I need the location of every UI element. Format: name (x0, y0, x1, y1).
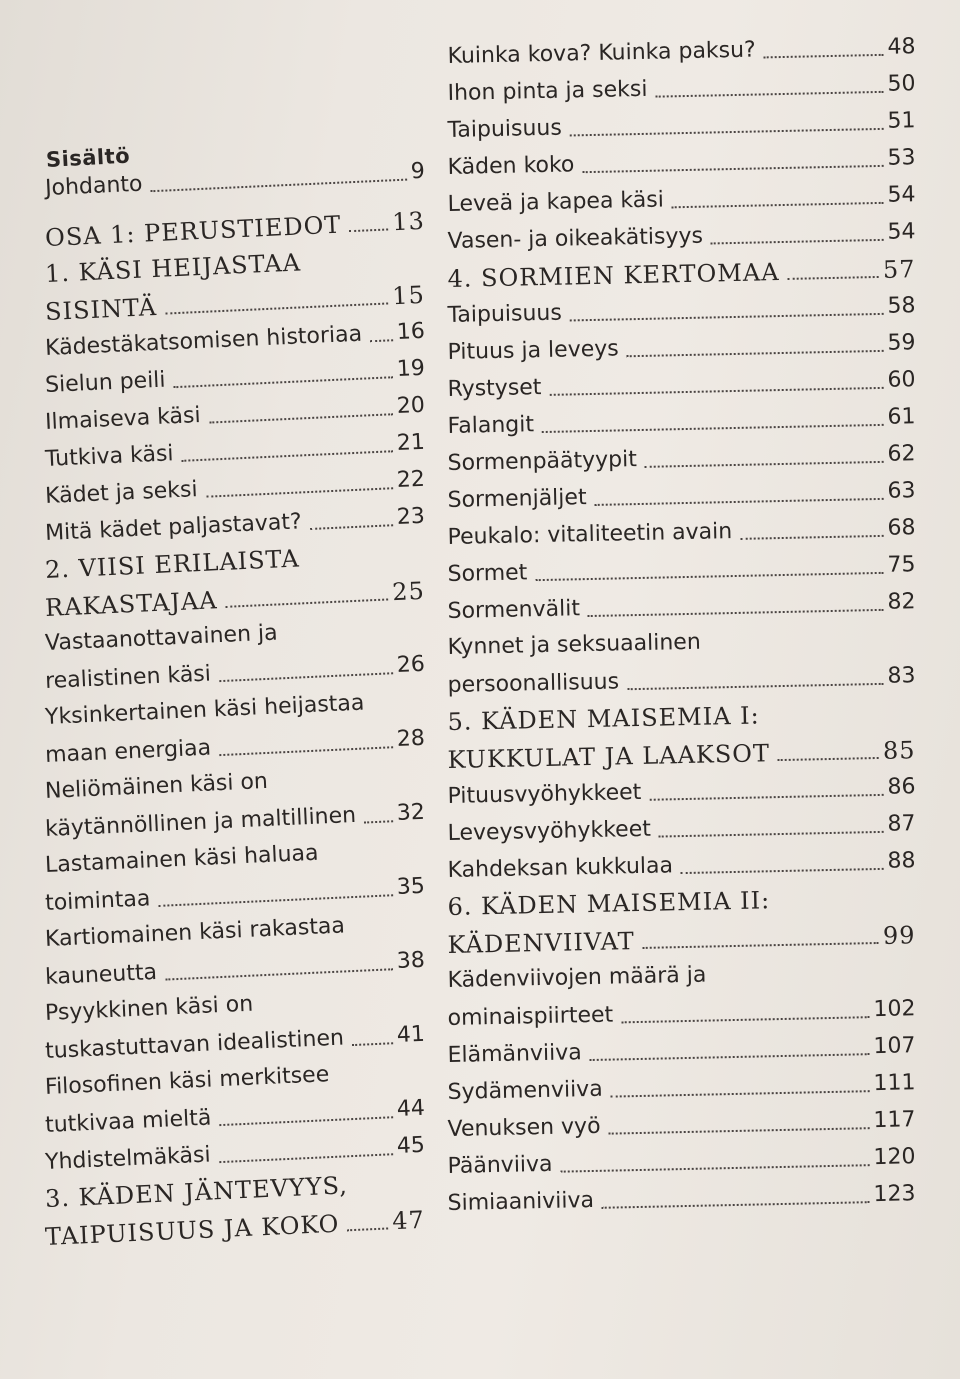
dot-leader (209, 413, 393, 423)
toc-page-number: 15 (391, 280, 426, 311)
dot-leader (681, 868, 884, 874)
toc-entry-title: Falangit (447, 412, 535, 440)
toc-page-number: 86 (887, 774, 916, 800)
toc-entry-title: Leveysvyöhykkeet (447, 816, 652, 847)
toc-page-number: 54 (887, 182, 916, 208)
toc-entry-title: Mitä kädet paljastavat? (44, 509, 303, 547)
toc-entry-title: Yhdistelmäkäsi (44, 1142, 212, 1176)
dot-leader (165, 302, 388, 314)
toc-entry-title: Sormenvälit (447, 596, 581, 625)
dot-leader (219, 1153, 393, 1163)
toc-entry-title: Sielun peili (44, 367, 167, 399)
toc-entry-title: KÄDENVIIVAT (447, 927, 635, 960)
dot-leader (711, 239, 884, 245)
dot-leader (535, 572, 883, 581)
toc-entry-title: KUKKULAT JA LAAKSOT (447, 739, 771, 775)
dot-leader (310, 524, 393, 530)
toc-entry-title: toimintaa (44, 886, 151, 917)
toc-entry-title: ominaispiirteet (447, 1002, 614, 1032)
dot-leader (542, 424, 884, 433)
dot-leader (219, 672, 393, 682)
toc-page-number: 48 (887, 34, 916, 60)
dot-leader (206, 487, 393, 498)
toc-entry-line: Kädenviivojen määrä ja (447, 962, 707, 994)
toc-page-number: 47 (391, 1205, 426, 1236)
toc-page-number: 26 (396, 651, 426, 679)
toc-page-number: 20 (396, 392, 426, 420)
toc-entry-title: Sydämenviiva (447, 1076, 603, 1106)
toc-page-number: 102 (873, 996, 916, 1023)
dot-leader (778, 757, 879, 761)
toc-page-number: 87 (887, 811, 916, 837)
toc-entry-title: Ilmaiseva käsi (44, 402, 202, 436)
toc-entry-title: Kahdeksan kukkulaa (447, 853, 674, 884)
toc-entry-title: Sormenpäätyypit (447, 447, 638, 477)
dot-leader (656, 91, 884, 98)
toc-page-number: 68 (887, 515, 916, 541)
toc-entry-title: Päänviiva (447, 1151, 553, 1180)
toc-page-number: 117 (873, 1107, 916, 1134)
toc-entry-title: Kädet ja seksi (44, 477, 199, 510)
toc-entry-title: kauneutta (44, 959, 158, 991)
dot-leader (588, 609, 884, 617)
dot-leader (350, 228, 389, 232)
dot-leader (602, 1201, 870, 1209)
toc-entry-title: Pituusvyöhykkeet (447, 779, 642, 810)
toc-page-number: 83 (887, 663, 916, 689)
toc-page-number: 54 (887, 219, 916, 245)
toc-entry-title: persoonallisuus (447, 669, 620, 699)
toc-page-number: 61 (887, 404, 916, 430)
dot-leader (627, 683, 883, 690)
toc-entry-title: Taipuisuus (447, 300, 563, 329)
toc-page-number: 63 (887, 478, 916, 504)
toc-page-number: 111 (873, 1070, 916, 1097)
toc-entry-title: TAIPUISUUS JA KOKO (44, 1209, 340, 1252)
toc-entry-title: Simiaaniviiva (447, 1187, 595, 1217)
toc-entry-title: Kuinka kova? Kuinka paksu? (447, 37, 756, 70)
dot-leader (370, 339, 393, 342)
toc-page-number: 60 (887, 367, 916, 393)
toc-page-number: 23 (396, 503, 426, 531)
toc-entry-title: Vasen- ja oikeakätisyys (447, 223, 704, 255)
dot-leader (740, 535, 883, 540)
toc-page-number: 85 (882, 736, 916, 765)
dot-leader (590, 1053, 870, 1061)
toc-entry-title: Taipuisuus (447, 115, 563, 144)
toc-page-number: 32 (396, 799, 426, 827)
toc-page-number: 45 (396, 1132, 426, 1160)
toc-entry-title: tuskastuttavan idealistinen (44, 1025, 345, 1065)
toc-entry-title: Käden koko (447, 152, 575, 181)
toc-entry-title: Peukalo: vitaliteetin avain (447, 519, 733, 551)
toc-entry-title: Johdanto (44, 171, 144, 202)
toc-page-number: 82 (887, 589, 916, 615)
toc-entry-title: OSA 1: PERUSTIEDOT (44, 210, 342, 253)
dot-leader (609, 1127, 870, 1134)
dot-leader (570, 128, 884, 137)
toc-page-number: 22 (396, 466, 426, 494)
toc-entry-line: Neliömäinen käsi on (44, 768, 269, 805)
toc-entry-line: 5. KÄDEN MAISEMIA I: (447, 701, 760, 737)
toc-entry-line: 2. VIISI ERILAISTA (44, 544, 301, 585)
toc-entry-line: Kynnet ja seksuaalinen (447, 629, 702, 661)
dot-leader (219, 746, 393, 756)
toc-page-number: 41 (396, 1021, 426, 1049)
dot-leader (364, 820, 393, 823)
dot-leader (182, 450, 393, 462)
toc-column-right (447, 34, 916, 1222)
toc-page-number: 57 (882, 255, 916, 284)
toc-page-number: 44 (396, 1095, 426, 1123)
dot-leader (165, 968, 393, 980)
toc-entry-title: Sormet (447, 560, 528, 588)
dot-leader (550, 387, 884, 396)
toc-entry-line: 6. KÄDEN MAISEMIA II: (447, 886, 771, 922)
toc-page-number: 120 (873, 1144, 916, 1171)
toc-page-number: 59 (887, 330, 916, 356)
dot-leader (151, 179, 407, 193)
toc-entry-title: Kädestäkatsomisen historiaa (44, 321, 363, 362)
toc-page-number: 16 (396, 318, 426, 346)
dot-leader (621, 1016, 869, 1023)
dot-leader (561, 1164, 870, 1172)
toc-entry-title: SISINTÄ (44, 292, 158, 327)
toc-page-number: 88 (887, 848, 916, 874)
toc-entry-line: 3. KÄDEN JÄNTEVYYS, (44, 1171, 349, 1214)
dot-leader (174, 376, 393, 388)
dot-leader (611, 1090, 870, 1097)
toc-entry-title: käytännöllinen ja maltillinen (44, 802, 357, 843)
toc-entry-title: 4. SORMIEN KERTOMAA (447, 258, 780, 294)
dot-leader (643, 942, 879, 949)
dot-leader (764, 54, 884, 59)
dot-leader (672, 202, 884, 208)
dot-leader (348, 1227, 389, 1231)
toc-entry-title: maan energiaa (44, 735, 212, 769)
toc-page-number: 50 (887, 71, 916, 97)
dot-leader (159, 894, 394, 907)
toc-entry-title: realistinen käsi (44, 661, 212, 695)
toc-page-number: 13 (391, 206, 426, 237)
toc-entry-line: Yksinkertainen käsi heijastaa (44, 690, 365, 731)
toc-entry-title: Leveä ja kapea käsi (447, 187, 665, 218)
toc-page-number: 107 (873, 1033, 916, 1060)
toc-entry-line: Psyykkinen käsi on (44, 991, 254, 1027)
toc-page-number: 21 (396, 429, 426, 457)
toc-entry-line: Vastaanottavainen ja (44, 620, 279, 657)
page-title: Sisältö (45, 143, 131, 172)
toc-entry-title: Venuksen vyö (447, 1113, 601, 1143)
toc-page-number: 19 (396, 355, 426, 383)
dot-leader (645, 461, 884, 468)
toc-page-number: 53 (887, 145, 916, 171)
toc-entry-line: Filosofinen käsi merkitsee (44, 1062, 330, 1101)
toc-page-number: 28 (396, 725, 426, 753)
toc-entry-title: Elämänviiva (447, 1040, 582, 1069)
toc-page-number: 51 (887, 108, 916, 134)
toc-page-number: 75 (887, 552, 916, 578)
toc-page-number: 38 (396, 947, 426, 975)
dot-leader (595, 498, 884, 506)
toc-entry-title: Rystyset (447, 375, 542, 403)
dot-leader (627, 350, 884, 357)
toc-entry-title: tutkivaa mieltä (44, 1105, 212, 1139)
dot-leader (583, 165, 884, 173)
toc-page-number: 62 (887, 441, 916, 467)
toc-entry-title: Ihon pinta ja seksi (447, 76, 648, 107)
toc-page-number: 123 (873, 1181, 916, 1208)
dot-leader (226, 598, 389, 607)
dot-leader (220, 1116, 394, 1126)
toc-page-number: 58 (887, 293, 916, 319)
toc-column-left (44, 158, 426, 1255)
toc-entry-title: Tutkiva käsi (44, 441, 175, 473)
toc-entry-line: Lastamainen käsi haluaa (44, 840, 319, 879)
dot-leader (788, 276, 880, 280)
dot-leader (352, 1042, 393, 1046)
toc-page-number: 99 (882, 921, 916, 950)
toc-page-number: 9 (410, 158, 426, 185)
dot-leader (570, 313, 884, 322)
toc-entry-title: Pituus ja leveys (447, 336, 619, 366)
toc-page-number: 35 (396, 873, 426, 901)
toc-entry-line: 1. KÄSI HEIJASTAA (44, 248, 302, 289)
toc-entry-line: Kartiomainen käsi rakastaa (44, 913, 346, 953)
toc-entry-title: Sormenjäljet (447, 485, 587, 514)
toc-page-number: 25 (391, 576, 426, 607)
toc-entry-title: RAKASTAJAA (44, 586, 219, 623)
dot-leader (649, 794, 883, 801)
dot-leader (659, 831, 884, 838)
